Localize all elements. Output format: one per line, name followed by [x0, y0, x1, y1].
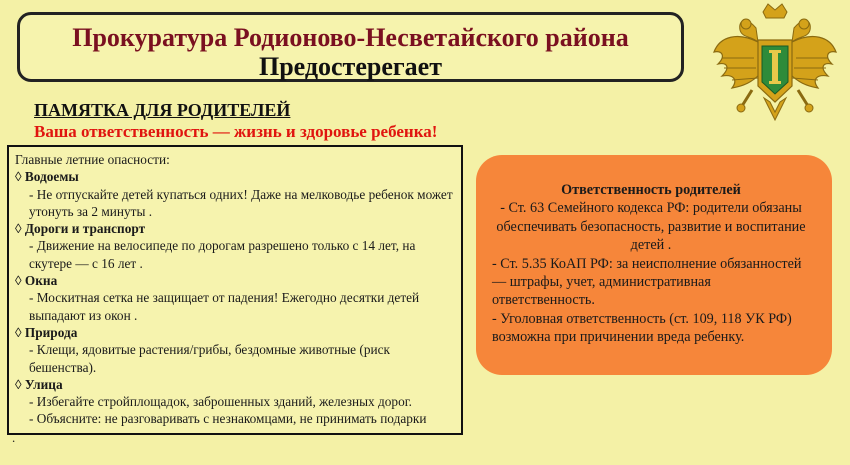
danger-section: [15, 168, 455, 220]
diamond-bullet-icon: ◊: [15, 324, 22, 340]
responsibility-point: - Ст. 63 Семейного кодекса РФ: родители обязаны обеспечивать безопасность, развитие и воспитание детей .: [496, 200, 806, 254]
memo-subtitle: Ваша ответственность — жизнь и здоровье ребенка!: [34, 122, 438, 141]
diamond-bullet-icon: ◊: [15, 169, 22, 185]
responsibility-title: Ответственность родителей: [561, 182, 741, 198]
diamond-bullet-icon: ◊: [15, 273, 22, 289]
danger-section: [15, 324, 455, 376]
danger-category: Окна: [24, 273, 58, 289]
memo-title: ПАМЯТКА ДЛЯ РОДИТЕЛЕЙ: [34, 100, 291, 120]
danger-item: - Москитная сетка не защищает от падения! Ежегодно десятки детей выпадают из окон .: [29, 290, 420, 323]
dangers-heading: Главные летние опасности:: [15, 152, 170, 167]
header-subtitle: Предостерегает: [258, 52, 442, 81]
danger-category: Улица: [24, 376, 63, 392]
responsibility-point: - Уголовная ответственность (ст. 109, 118 УК РФ) возможна при причинении вреда ребенку.: [492, 310, 792, 346]
danger-section: [15, 272, 455, 324]
double-headed-eagle-emblem-icon: [708, 2, 842, 136]
dangers-panel: [7, 145, 463, 435]
danger-item: - Не отпускайте детей купаться одних! Даже на мелководье ребенок может утонуть за 2 минуты .: [29, 186, 453, 219]
danger-category: Дороги и транспорт: [24, 221, 146, 237]
header-title: Прокуратура Родионово-Несветайского района: [72, 23, 629, 52]
danger-item: - Клещи, ядовитые растения/грибы, бездомные животные (риск бешенства).: [29, 342, 390, 375]
trailing-dot: .: [12, 430, 16, 445]
danger-section: [15, 376, 455, 428]
responsibility-panel: [476, 155, 832, 375]
danger-category: Природа: [24, 324, 78, 340]
responsibility-point: - Ст. 5.35 КоАП РФ: за неисполнение обязанностей — штрафы, учет, административная ответственность.: [492, 255, 802, 309]
danger-category: Водоемы: [24, 169, 79, 185]
header-banner: [17, 12, 684, 82]
danger-item: - Движение на велосипеде по дорогам разрешено только с 14 лет, на скутере — с 16 лет .: [29, 238, 416, 271]
diamond-bullet-icon: ◊: [15, 376, 22, 392]
danger-item: - Объясните: не разговаривать с незнакомцами, не принимать подарки: [29, 411, 427, 427]
danger-item: - Избегайте стройплощадок, заброшенных зданий, железных дорог.: [29, 394, 413, 410]
danger-section: [15, 220, 455, 272]
diamond-bullet-icon: ◊: [15, 221, 22, 237]
